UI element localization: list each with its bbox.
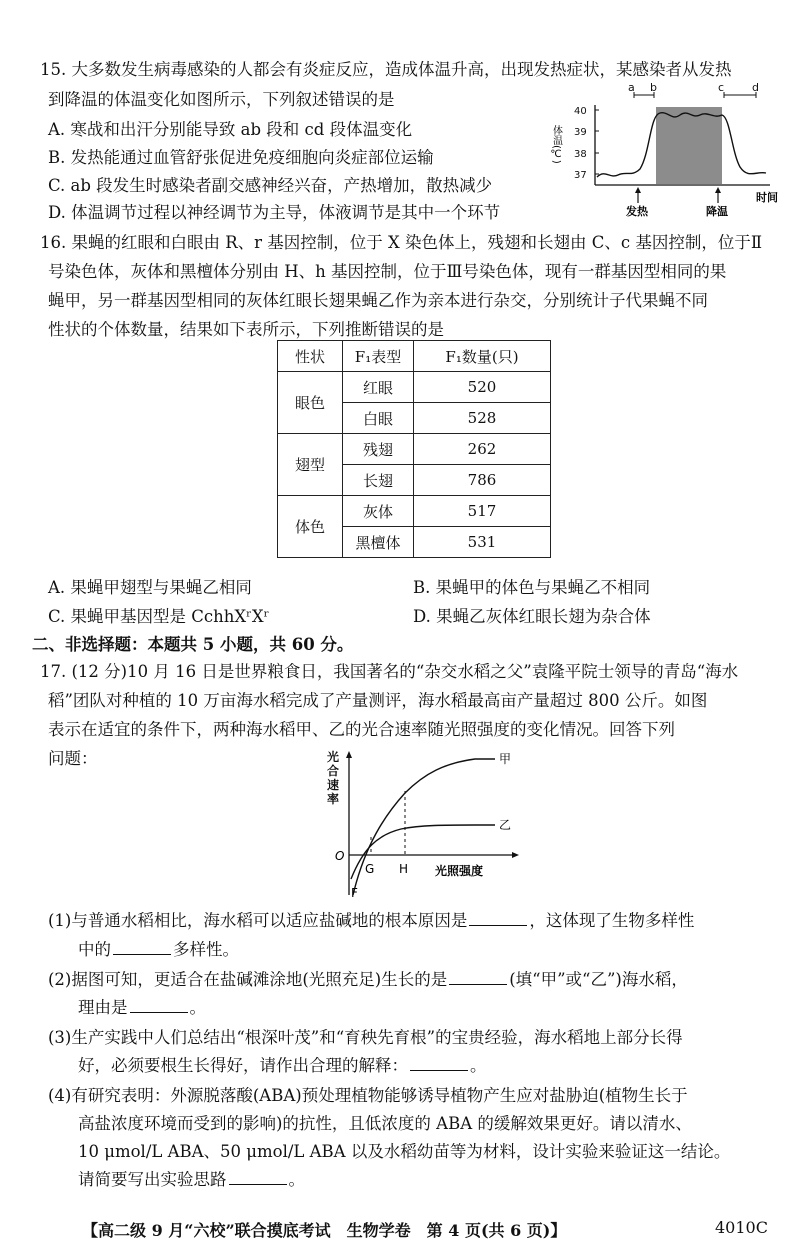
answer-blank[interactable] (229, 1170, 287, 1185)
q17-p2-text: 。 (189, 998, 206, 1017)
header-trait: 性状 (278, 341, 343, 372)
q17-part2-line2 (78, 998, 206, 1018)
table-row (278, 372, 551, 403)
phenotype-cell: 长翅 (343, 465, 414, 496)
phenotype-cell: 白眼 (343, 403, 414, 434)
q16-stem-line4: 性状的个体数量，结果如下表所示，下列推断错误的是 (48, 320, 444, 339)
q15-option-d: D. 体温调节过程以神经调节为主导，体液调节是其中一个环节 (48, 203, 501, 222)
q17-stem-line2: 稻”团队对种植的 10 万亩海水稻完成了产量测评，海水稻最高亩产量超过 800 公斤。如图 (48, 691, 708, 710)
answer-blank[interactable] (410, 1056, 468, 1071)
marker-c: c (718, 83, 725, 94)
phenotype-cell: 残翅 (343, 434, 414, 465)
answer-blank[interactable] (469, 911, 527, 926)
q17-p1-text: (1)与普通水稻相比，海水稻可以适应盐碱地的根本原因是 (48, 911, 468, 930)
page-footer: 【高二级 9 月“六校”联合摸底考试 生物学卷 第 4 页(共 6 页)】 (82, 1221, 567, 1240)
q17-part4-line1: (4)有研究表明：外源脱落酸(ABA)预处理植物能够诱导植物产生应对盐胁迫(植物生长于 (48, 1086, 688, 1105)
trait-body-color: 体色 (278, 496, 343, 558)
marker-d: d (752, 83, 759, 94)
marker-b: b (650, 83, 657, 94)
phenotype-cell: 灰体 (343, 496, 414, 527)
q17-p1-text: ，这体现了生物多样性 (529, 911, 695, 930)
paper-code: 4010C (715, 1218, 768, 1237)
q17-part3-line1: (3)生产实践中人们总结出“根深叶茂”和“育秧先育根”的宝贵经验，海水稻地上部分长得 (48, 1028, 683, 1047)
xlabel: 光照强度 (435, 864, 484, 878)
fever-event-label: 发热 (626, 205, 648, 218)
ylabel-char-3: 速 (327, 778, 340, 792)
count-cell: 531 (414, 527, 551, 558)
q17-part1-line2 (78, 940, 239, 960)
q17-part4-line2: 高盐浓度环境而受到的影响)的抗性，且低浓度的 ABA 的缓解效果更好。请以清水、 (78, 1114, 692, 1133)
answer-blank[interactable] (449, 970, 507, 985)
header-phenotype: F₁表型 (343, 341, 414, 372)
q15-option-b: B. 发热能通过血管舒张促进免疫细胞向炎症部位运输 (48, 148, 434, 167)
temp-axis-label: 体温(℃) (550, 125, 562, 164)
q17-p2-text: (填“甲”或“乙”)海水稻， (509, 970, 688, 989)
q17-p2-text: 理由是 (78, 998, 128, 1017)
answer-blank[interactable] (113, 940, 171, 955)
q17-part3-line2 (78, 1056, 487, 1076)
answer-blank[interactable] (130, 998, 188, 1013)
series-jia-label: 甲 (499, 752, 512, 766)
point-g-label: G (365, 862, 375, 876)
q17-part4-line3: 10 μmol/L ABA、50 μmol/L ABA 以及水稻幼苗等为材料，设计实验来验证这一结论。 (78, 1142, 731, 1161)
cooling-event-label: 降温 (706, 205, 728, 218)
q17-p4-text: 请简要写出实验思路 (78, 1170, 227, 1189)
ylabel-char-4: 率 (327, 792, 340, 806)
q17-stem-line4: 问题： (48, 749, 98, 768)
body-temperature-chart (550, 83, 790, 218)
q17-part2-line1 (48, 970, 688, 990)
q15-option-c: C. ab 段发生时感染者副交感神经兴奋，产热增加，散热减少 (48, 176, 493, 195)
table-row (278, 496, 551, 527)
phenotype-cell: 红眼 (343, 372, 414, 403)
phenotype-cell: 黑檀体 (343, 527, 414, 558)
table-header-row (278, 341, 551, 372)
q15-stem-line2: 到降温的体温变化如图所示，下列叙述错误的是 (48, 90, 395, 109)
ytick-40: 40 (574, 106, 587, 117)
q15-option-a: A. 寒战和出汗分别能导致 ab 段和 cd 段体温变化 (48, 120, 413, 139)
origin-label: O (335, 849, 345, 863)
series-yi-label: 乙 (499, 818, 512, 832)
q17-part1-line1 (48, 911, 694, 931)
q16-stem-line3: 蝇甲，另一群基因型相同的灰体红眼长翅果蝇乙作为亲本进行杂交，分别统计子代果蝇不同 (48, 291, 708, 310)
q17-p4-text: 。 (288, 1170, 305, 1189)
fever-shaded-region (656, 107, 722, 184)
q16-option-d: D. 果蝇乙灰体红眼长翅为杂合体 (413, 607, 651, 626)
marker-a: a (628, 83, 635, 94)
count-cell: 786 (414, 465, 551, 496)
count-cell: 528 (414, 403, 551, 434)
ytick-39: 39 (574, 127, 587, 138)
q17-p3-text: 好，必须要根生长得好，请作出合理的解释： (78, 1056, 408, 1075)
q16-option-b: B. 果蝇甲的体色与果蝇乙不相同 (413, 578, 651, 597)
ylabel-char-1: 光 (327, 750, 340, 764)
q17-p2-text: (2)据图可知，更适合在盐碱滩涂地(光照充足)生长的是 (48, 970, 448, 989)
header-count: F₁数量(只) (414, 341, 551, 372)
q16-option-a: A. 果蝇甲翅型与果蝇乙相同 (48, 578, 252, 597)
photosynthesis-chart (325, 745, 525, 900)
q17-stem-line1: 17. (12 分)10 月 16 日是世界粮食日，我国著名的“杂交水稻之父”袁隆平院士领导的青岛“海水 (40, 662, 739, 681)
trait-wing-type: 翅型 (278, 434, 343, 496)
count-cell: 520 (414, 372, 551, 403)
point-h-label: H (399, 862, 409, 876)
count-cell: 262 (414, 434, 551, 465)
q17-part4-line4 (78, 1170, 305, 1190)
q16-stem-line1: 16. 果蝇的红眼和白眼由 R、r 基因控制，位于 X 染色体上，残翅和长翅由 C、c 基因控制，位于Ⅱ (40, 233, 763, 252)
section-2-heading: 二、非选择题：本题共 5 小题，共 60 分。 (32, 635, 354, 654)
fruit-fly-table (277, 340, 551, 558)
q17-p1-text: 多样性。 (173, 940, 239, 959)
ytick-37: 37 (574, 170, 587, 181)
ytick-38: 38 (574, 149, 587, 160)
count-cell: 517 (414, 496, 551, 527)
q17-stem-line3: 表示在适宜的条件下，两种海水稻甲、乙的光合速率随光照强度的变化情况。回答下列 (48, 720, 675, 739)
point-f-label: F (351, 886, 358, 900)
q16-option-c: C. 果蝇甲基因型是 CchhXʳXʳ (48, 607, 270, 626)
q17-p3-text: 。 (470, 1056, 487, 1075)
trait-eye-color: 眼色 (278, 372, 343, 434)
q16-stem-line2: 号染色体，灰体和黑檀体分别由 H、h 基因控制，位于Ⅲ号染色体，现有一群基因型相同的果 (48, 262, 727, 281)
q15-stem-line1: 15. 大多数发生病毒感染的人都会有炎症反应，造成体温升高，出现发热症状，某感染者从发热 (40, 60, 732, 79)
time-axis-label: 时间 (756, 191, 778, 204)
q17-p1-text: 中的 (78, 940, 111, 959)
table-row (278, 434, 551, 465)
ylabel-char-2: 合 (327, 764, 340, 778)
